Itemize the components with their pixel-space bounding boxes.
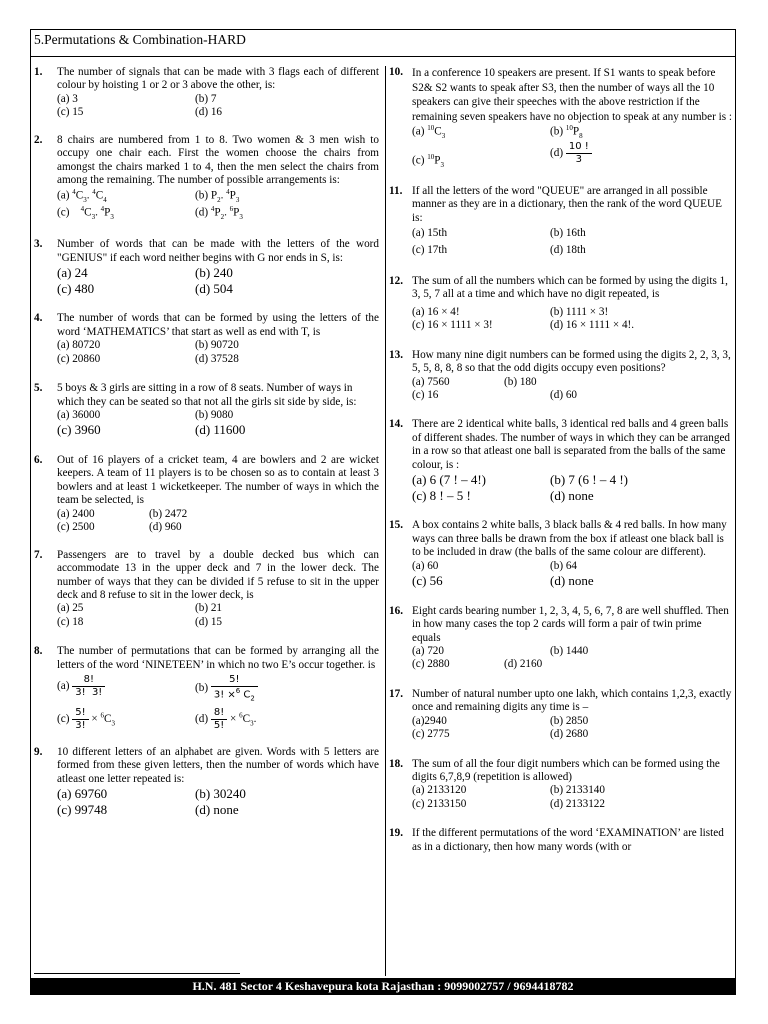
question-9 <box>34 746 379 818</box>
question-18 <box>389 758 732 812</box>
question-text: The number of permutations that can be formed by arranging all the letters of the word ‘NINETEEN’ in which no two E’s occur together. is <box>57 645 379 671</box>
question-text: The sum of all the four digit numbers which can be formed using the digits 6,7,8,9 (repetition is allowed) <box>412 757 720 784</box>
option-d: (d) 2160 <box>504 658 543 671</box>
question-2 <box>34 134 379 223</box>
option-c: (c) 2500 <box>57 521 95 534</box>
option-c: (c) 16 × 1111 × 3! <box>412 319 493 332</box>
option-a: (a) 16 × 4! <box>412 305 460 318</box>
option-d: (d) 960 <box>149 521 182 534</box>
question-13 <box>389 349 732 403</box>
question-text: The sum of all the numbers which can be formed by using the digits 1, 3, 5, 7 all at a time and which have no digit repeated, is <box>412 274 728 301</box>
footer-address-bar: H.N. 481 Sector 4 Keshavepura kota Rajasthan : 9099002757 / 9694418782 <box>30 978 736 994</box>
question-text: Number of words that can be made with the letters of the word "GENIUS" if each word neither begins with G nor ends in S, is: <box>57 238 379 264</box>
question-number: 9. <box>34 745 43 758</box>
option-b: (b) $\frac{5!}{3! \times^6 C_2}$ <box>195 674 333 703</box>
option-c: (c) 2133150 <box>412 797 467 810</box>
option-c: (c) 18 <box>57 615 84 628</box>
question-text: There are 2 identical white balls, 3 identical red balls and 4 green balls of different shades. The number of ways in which they can be arranged in a row so that atleast one ball is separated from the balls of the same colour, is : <box>412 418 731 471</box>
question-11 <box>389 185 732 259</box>
question-text: Eight cards bearing number 1, 2, 3, 4, 5, 6, 7, 8 are well shuffled. Then in how many cases the top 2 cards will form a pair of twin prime equals <box>412 604 729 644</box>
option-b: (b) 30240 <box>195 786 246 802</box>
question-number: 2. <box>34 133 43 146</box>
option-d: (d) none <box>195 801 239 817</box>
option-c: (c) 56 <box>412 573 443 589</box>
question-text: If the different permutations of the word ‘EXAMINATION’ are listed as in a dictionary, then how many words (with or <box>412 827 724 853</box>
option-a: (a) 60 <box>412 559 439 572</box>
option-b: (b) 7 (6 ! – 4 !) <box>550 472 628 488</box>
question-number: 3. <box>34 238 43 251</box>
question-17 <box>389 688 732 742</box>
option-c: (c) 2775 <box>412 728 450 741</box>
question-19 <box>389 827 732 854</box>
question-6 <box>34 454 379 535</box>
option-a: (a) $^4C_3$. $^4C_4$ <box>57 187 107 204</box>
option-c: (c) 16 <box>412 388 439 401</box>
option-c: (c) 17th <box>412 244 448 257</box>
option-a: (a) 15th <box>412 227 448 240</box>
option-a: (a) 24 <box>57 265 88 281</box>
option-c: (c) 15 <box>57 106 84 119</box>
option-d: (d) 11600 <box>195 422 246 438</box>
option-a: (a) 2133120 <box>412 784 467 797</box>
option-c: (c) 99748 <box>57 801 108 817</box>
question-number: 14. <box>389 418 403 431</box>
question-text: A box contains 2 white balls, 3 black balls & 4 red balls. In how many ways can three balls be drawn from the box if atleast one black ball is to be included in draw (the balls of the same colour are different). <box>412 519 727 559</box>
option-a: (a) 6 (7 ! – 4!) <box>412 472 486 488</box>
option-b: (b) 2850 <box>550 714 589 727</box>
option-a: (a) 720 <box>412 644 444 657</box>
question-number: 4. <box>34 312 43 325</box>
question-number: 15. <box>389 519 403 532</box>
option-a: (a) $\frac{8!}{3! 3!}$ <box>57 674 195 703</box>
option-d: (d) $\frac{10 !}{3}$ <box>550 141 688 169</box>
option-a: (a) 2400 <box>57 507 95 520</box>
option-a: (a) 7560 <box>412 375 450 388</box>
question-text: In a conference 10 speakers are present. If S1 wants to speak before S2& S2 wants to speak after S3, then the number of ways all the 10 speakers can give their speeches with the above restriction if the remaining seven speakers have no objection to speak at any number is : <box>412 67 732 123</box>
option-d: (d) 60 <box>550 388 578 401</box>
question-3 <box>34 238 379 296</box>
question-number: 17. <box>389 687 403 700</box>
question-10 <box>389 66 732 169</box>
question-number: 10. <box>389 66 403 78</box>
question-1 <box>34 66 379 120</box>
option-b: (b) 21 <box>195 602 223 615</box>
option-d: (d) $\frac{8!}{5!}$ × $^6C_3$. <box>195 706 257 731</box>
option-b: (b) 2472 <box>149 507 188 520</box>
option-b: (b) 7 <box>195 92 217 105</box>
question-number: 13. <box>389 348 403 361</box>
question-text: 5 boys & 3 girls are sitting in a row of 8 seats. Number of ways in which they can be seated so that not all the girls sit side by side, is: <box>57 382 357 408</box>
question-number: 11. <box>389 184 403 197</box>
option-b: (b) 16th <box>550 227 586 240</box>
option-c: (c) $\frac{5!}{3!}$ × $^6C_3$ <box>57 706 115 731</box>
option-a: (a)2940 <box>412 714 447 727</box>
question-text: Out of 16 players of a cricket team, 4 are bowlers and 2 are wicket keepers. A team of 11 players is to be chosen so as to contain at least 3 bowlers and at least 1 wicketkeeper. The number of ways in which the team be selected, is <box>57 454 379 507</box>
page-title: 5.Permutations & Combination-HARD <box>34 32 246 47</box>
column-divider <box>385 66 386 976</box>
option-b: (b) 2133140 <box>550 784 605 797</box>
option-c: (c) 20860 <box>57 352 101 365</box>
option-c: (c) 3960 <box>57 422 101 438</box>
option-b: (b) 90720 <box>195 339 239 352</box>
option-b: (b) $P_2$. $^4P_3$ <box>195 187 240 204</box>
option-b: (b) 1111 × 3! <box>550 305 609 318</box>
option-c: (c) $^4C_3$. $^4P_3$ <box>57 204 114 221</box>
question-number: 16. <box>389 604 403 617</box>
question-number: 7. <box>34 548 43 561</box>
option-b: (b) $^{10}P_8$ <box>550 124 583 141</box>
option-d: (d) none <box>550 487 594 503</box>
question-5 <box>34 382 379 438</box>
question-number: 8. <box>34 645 43 658</box>
question-text: How many nine digit numbers can be formed using the digits 2, 2, 3, 3, 5, 5, 8, 8, 8 so that the odd digits occupy even positions? <box>412 348 731 375</box>
option-d: (d) 2133122 <box>550 797 605 810</box>
option-c: (c) $^{10}P_3$ <box>412 152 444 169</box>
question-text: Number of natural number upto one lakh, which contains 1,2,3, exactly once and remaining digits any time is – <box>412 687 732 714</box>
option-a: (a) $^{10}C_3$ <box>412 124 446 141</box>
question-number: 19. <box>389 827 403 840</box>
option-d: (d) 37528 <box>195 352 239 365</box>
option-b: (b) 240 <box>195 265 233 281</box>
option-d: (d) 15 <box>195 615 223 628</box>
left-column <box>34 66 379 817</box>
question-text: If all the letters of the word "QUEUE" are arranged in all possible manner as they are in a dictionary, then the rank of the word QUEUE is: <box>412 184 722 224</box>
option-b: (b) 9080 <box>195 409 234 421</box>
question-text: The number of signals that can be made with 3 flags each of different colour by hoisting 1 or 2 or 3 above the other, is: <box>57 66 379 92</box>
option-a: (a) 80720 <box>57 339 101 352</box>
question-number: 6. <box>34 454 43 467</box>
option-d: (d) none <box>550 573 594 589</box>
option-d: (d) 16 <box>195 106 223 119</box>
option-a: (a) 3 <box>57 92 78 105</box>
question-15 <box>389 519 732 588</box>
option-c: (c) 480 <box>57 280 95 296</box>
footer-divider <box>34 973 240 974</box>
question-7 <box>34 549 379 630</box>
option-d: (d) 16 × 1111 × 4!. <box>550 319 635 332</box>
option-d: (d) 2680 <box>550 728 589 741</box>
option-b: (b) 64 <box>550 559 578 572</box>
question-16 <box>389 605 732 672</box>
question-12 <box>389 275 732 333</box>
option-c: (c) 8 ! – 5 ! <box>412 487 471 503</box>
question-number: 12. <box>389 274 403 287</box>
option-a: (a) 69760 <box>57 786 108 802</box>
title-divider <box>30 56 736 57</box>
question-text: 10 different letters of an alphabet are given. Words with 5 letters are formed from these given letters, then the number of words which have atleast one letter repeated is: <box>57 745 379 785</box>
question-number: 18. <box>389 757 403 770</box>
question-number: 1. <box>34 66 43 78</box>
question-number: 5. <box>34 382 43 395</box>
option-d: (d) 504 <box>195 280 233 296</box>
option-b: (b) 1440 <box>550 644 589 657</box>
option-d: (d) 18th <box>550 244 586 257</box>
question-4 <box>34 312 379 366</box>
option-a: (a) 36000 <box>57 409 101 421</box>
option-c: (c) 2880 <box>412 658 450 671</box>
option-a: (a) 25 <box>57 602 84 615</box>
question-text: The number of words that can be formed by using the letters of the word ‘MATHEMATICS’ that start as well as end with T, is <box>57 312 379 338</box>
option-b: (b) 180 <box>504 375 537 388</box>
question-8 <box>34 645 379 732</box>
option-d: (d) $^4P_2$. $^6P_3$ <box>195 204 243 221</box>
right-column <box>389 66 732 854</box>
question-text: Passengers are to travel by a double decked bus which can accommodate 13 in the upper deck and 7 in the lower deck. The number of ways that they can be divided if 5 refuse to sit in the upper deck and 8 refuse to sit in the lower deck, is <box>57 548 379 601</box>
question-14 <box>389 418 732 503</box>
question-text: 8 chairs are numbered from 1 to 8. Two women & 3 men wish to occupy one chair each. First the women choose the chairs from amongst the chairs marked 1 to 4, then the men select the chairs from among the remaining. The number of possible arrangements is: <box>57 133 379 187</box>
